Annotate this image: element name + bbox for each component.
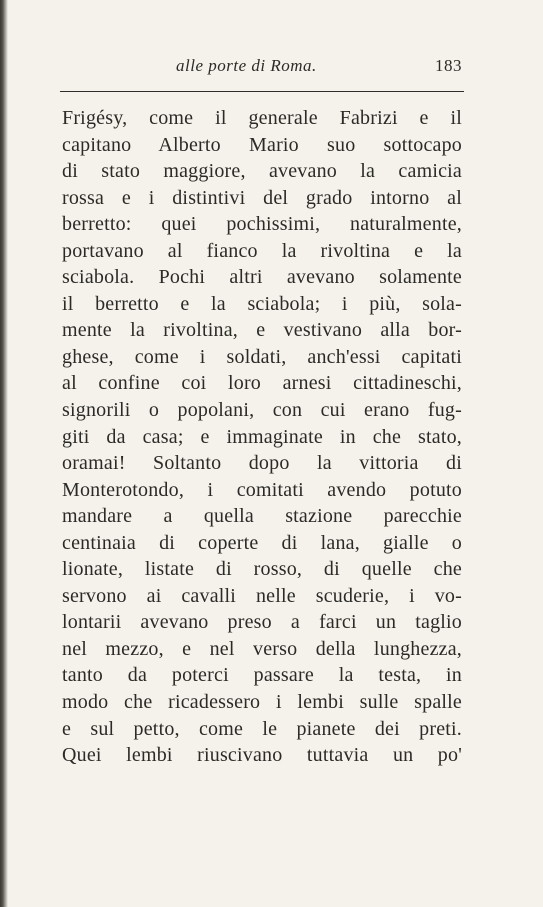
text-line: al confine coi loro arnesi cittadineschi, [62,372,462,395]
text-line: mandare a quella stazione parecchie [62,505,462,528]
text-line: Quei lembi riuscivano tuttavia un po' [62,744,462,767]
header-rule [60,91,464,92]
text-line: Monterotondo, i comitati avendo potuto [62,478,462,501]
binding-edge [0,0,8,907]
page-number: 183 [435,56,462,75]
page-header [62,56,462,80]
text-line: modo che ricadessero i lembi sulle spalle [62,691,462,714]
text-line: centinaia di coperte di lana, gialle o [62,531,462,554]
text-line: rossa e i distintivi del grado intorno al [62,186,462,209]
running-title: alle porte di Roma. [176,56,317,75]
text-line: berretto: quei pochissimi, naturalmente, [62,213,462,236]
body-text [62,105,462,769]
text-line: di stato maggiore, avevano la camicia [62,160,462,183]
text-line: portavano al fianco la rivoltina e la [62,239,462,262]
text-line: lionate, listate di rosso, di quelle che [62,558,462,581]
text-line: nel mezzo, e nel verso della lunghezza, [62,637,462,660]
text-line: signorili o popolani, con cui erano fug- [62,399,462,422]
text-line: mente la rivoltina, e vestivano alla bor- [62,319,462,342]
text-line: servono ai cavalli nelle scuderie, i vo- [62,584,462,607]
text-line: il berretto e la sciabola; i più, sola- [62,292,462,315]
text-line: e sul petto, come le pianete dei preti. [62,717,462,740]
text-line: lontarii avevano preso a farci un taglio [62,611,462,634]
text-line: sciabola. Pochi altri avevano solamente [62,266,462,289]
text-line: capitano Alberto Mario suo sottocapo [62,133,462,156]
text-line: oramai! Soltanto dopo la vittoria di [62,452,462,475]
text-line: tanto da poterci passare la testa, in [62,664,462,687]
text-line: ghese, come i soldati, anch'essi capitati [62,345,462,368]
text-line: giti da casa; e immaginate in che stato, [62,425,462,448]
text-line: Frigésy, come il generale Fabrizi e il [62,107,462,129]
